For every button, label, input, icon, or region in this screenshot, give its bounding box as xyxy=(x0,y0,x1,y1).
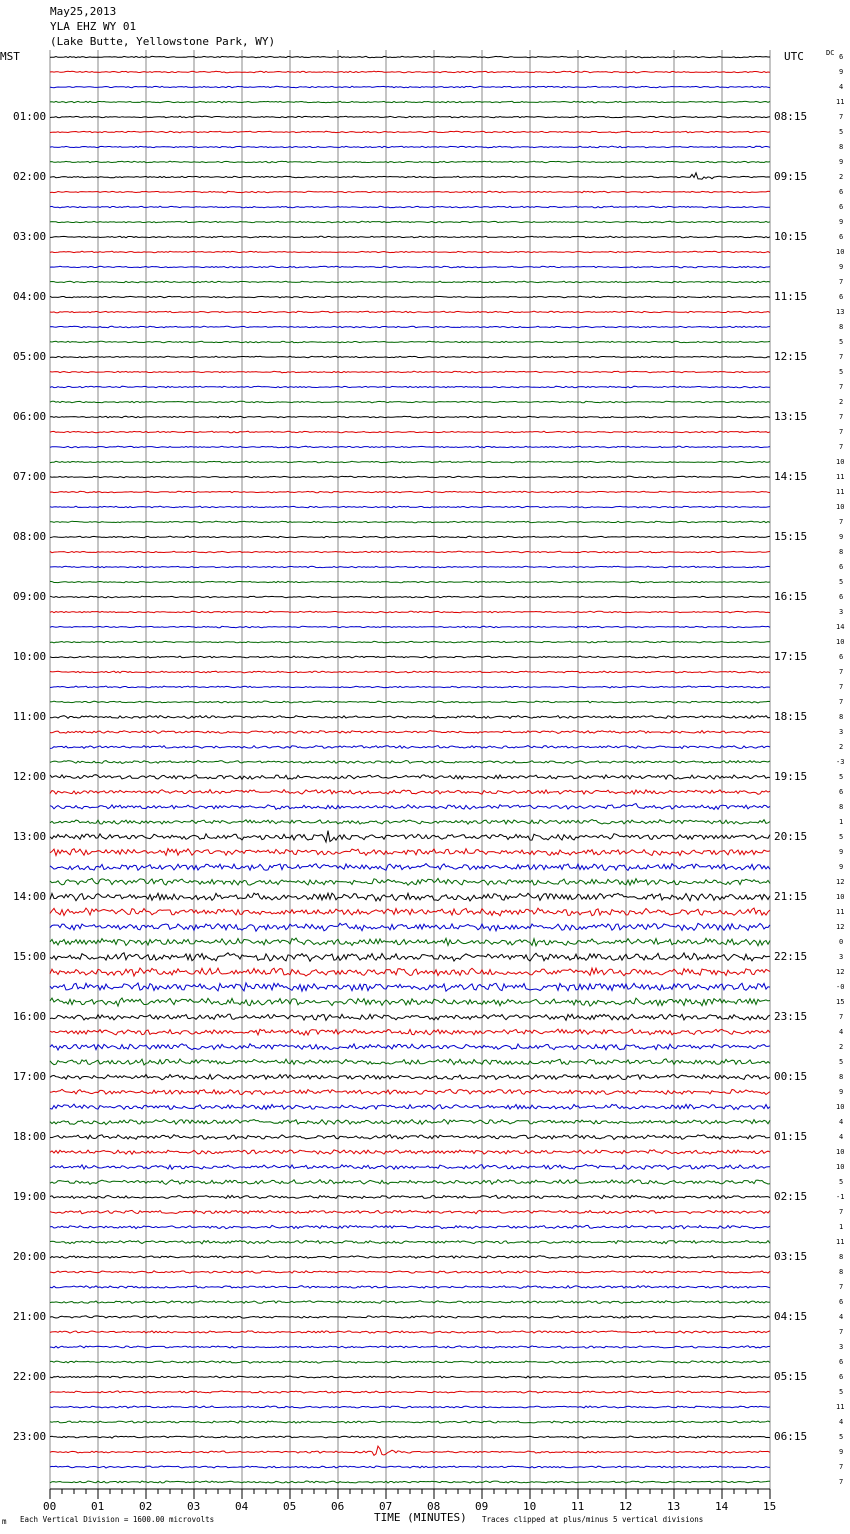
trace-21 xyxy=(50,371,770,373)
dc-value: 4 xyxy=(839,1313,844,1321)
trace-72 xyxy=(50,1135,770,1140)
trace-24 xyxy=(50,416,770,418)
dc-value: 9 xyxy=(839,158,844,166)
dc-value: 9 xyxy=(839,1448,844,1456)
x-tick-label: 03 xyxy=(187,1500,201,1513)
trace-82 xyxy=(50,1286,770,1289)
left-hour-label: 15:00 xyxy=(13,950,47,963)
dc-value: 5 xyxy=(839,1178,844,1186)
right-hour-label: 21:15 xyxy=(774,890,808,903)
trace-62 xyxy=(50,983,770,991)
trace-44 xyxy=(50,716,770,719)
dc-value: 7 xyxy=(839,1283,844,1291)
dc-value: 9 xyxy=(839,533,844,541)
trace-66 xyxy=(50,1044,770,1050)
dc-value: 2 xyxy=(839,743,844,751)
dc-value: 5 xyxy=(839,1388,844,1396)
dc-value: 10 xyxy=(836,1163,845,1171)
trace-37 xyxy=(50,611,770,613)
trace-47 xyxy=(50,761,770,764)
dc-value: 7 xyxy=(839,353,844,361)
trace-16 xyxy=(50,296,770,298)
footer-scale: Each Vertical Division = 1600.00 microvolts xyxy=(20,1515,215,1524)
left-hour-label: 08:00 xyxy=(13,530,47,543)
trace-15 xyxy=(50,281,770,283)
x-tick-label: 15 xyxy=(763,1500,777,1513)
dc-value: 6 xyxy=(839,233,844,241)
dc-value: 9 xyxy=(839,68,844,76)
dc-value: 5 xyxy=(839,338,844,346)
trace-36 xyxy=(50,596,770,598)
trace-53 xyxy=(50,849,770,856)
time-axis xyxy=(50,1489,770,1499)
dc-value: 10 xyxy=(836,248,845,256)
trace-23 xyxy=(50,401,770,403)
dc-value: 0 xyxy=(839,938,844,946)
dc-value: 10 xyxy=(836,503,845,511)
right-hour-label: 05:15 xyxy=(774,1370,808,1383)
dc-header-label: DC xyxy=(826,49,835,57)
dc-value: 4 xyxy=(839,1418,844,1426)
dc-value: 1 xyxy=(839,818,844,826)
trace-95 xyxy=(50,1481,770,1483)
dc-value: 7 xyxy=(839,698,844,706)
trace-60 xyxy=(50,953,770,961)
trace-39 xyxy=(50,641,770,643)
trace-76 xyxy=(50,1195,770,1199)
trace-85 xyxy=(50,1331,770,1333)
right-hour-label: 12:15 xyxy=(774,350,808,363)
trace-27 xyxy=(50,461,770,463)
left-hour-label: 03:00 xyxy=(13,230,47,243)
trace-5 xyxy=(50,131,770,133)
left-timezone-label: MST xyxy=(0,50,20,63)
x-tick-label: 11 xyxy=(571,1500,585,1513)
trace-32 xyxy=(50,536,770,538)
trace-13 xyxy=(50,251,770,253)
trace-4 xyxy=(50,116,770,118)
dc-value: 10 xyxy=(836,458,845,466)
trace-78 xyxy=(50,1225,770,1228)
trace-51 xyxy=(50,820,770,825)
trace-91 xyxy=(50,1421,770,1423)
right-timezone-label: UTC xyxy=(784,50,804,63)
dc-value: 8 xyxy=(839,713,844,721)
dc-value: 11 xyxy=(836,908,845,916)
dc-value: 13 xyxy=(836,308,845,316)
header-date: May25,2013 xyxy=(50,5,117,18)
left-hour-label: 14:00 xyxy=(13,890,47,903)
right-hour-label: 10:15 xyxy=(774,230,808,243)
trace-34 xyxy=(50,566,770,568)
x-tick-label: 13 xyxy=(667,1500,681,1513)
dc-value: 3 xyxy=(839,1343,844,1351)
trace-79 xyxy=(50,1241,770,1244)
dc-value: 5 xyxy=(839,1433,844,1441)
left-hour-label: 19:00 xyxy=(13,1190,47,1203)
trace-25 xyxy=(50,431,770,433)
trace-22 xyxy=(50,386,770,388)
trace-1 xyxy=(50,71,770,73)
right-hour-label: 16:15 xyxy=(774,590,808,603)
trace-83 xyxy=(50,1301,770,1304)
left-hour-label: 09:00 xyxy=(13,590,47,603)
dc-value: -1 xyxy=(836,1193,845,1201)
trace-71 xyxy=(50,1119,770,1124)
dc-value: 5 xyxy=(839,578,844,586)
left-hour-label: 01:00 xyxy=(13,110,47,123)
right-hour-label: 17:15 xyxy=(774,650,808,663)
trace-49 xyxy=(50,790,770,795)
dc-value: 7 xyxy=(839,1013,844,1021)
left-hour-label: 17:00 xyxy=(13,1070,47,1083)
right-hour-label: 19:15 xyxy=(774,770,808,783)
x-tick-label: 04 xyxy=(235,1500,249,1513)
dc-value: 10 xyxy=(836,1148,845,1156)
dc-value: 10 xyxy=(836,893,845,901)
trace-45 xyxy=(50,731,770,734)
trace-26 xyxy=(50,446,770,448)
left-hour-label: 02:00 xyxy=(13,170,47,183)
trace-94 xyxy=(50,1466,770,1468)
left-hour-label: 10:00 xyxy=(13,650,47,663)
trace-6 xyxy=(50,146,770,148)
x-axis-title: TIME (MINUTES) xyxy=(374,1511,467,1524)
left-hour-label: 22:00 xyxy=(13,1370,47,1383)
x-tick-label: 01 xyxy=(91,1500,105,1513)
dc-value: 7 xyxy=(839,1478,844,1486)
x-tick-label: 10 xyxy=(523,1500,537,1513)
trace-81 xyxy=(50,1271,770,1274)
x-tick-label: 05 xyxy=(283,1500,297,1513)
dc-value: 12 xyxy=(836,878,845,886)
dc-value: 3 xyxy=(839,953,844,961)
dc-value: 6 xyxy=(839,203,844,211)
left-hour-label: 06:00 xyxy=(13,410,47,423)
dc-value: 7 xyxy=(839,518,844,526)
left-hour-label: 16:00 xyxy=(13,1010,47,1023)
trace-0 xyxy=(50,56,770,58)
left-hour-label: 07:00 xyxy=(13,470,47,483)
dc-value: 11 xyxy=(836,488,845,496)
trace-7 xyxy=(50,161,770,163)
dc-value: 7 xyxy=(839,1328,844,1336)
trace-19 xyxy=(50,341,770,343)
trace-14 xyxy=(50,266,770,268)
trace-38 xyxy=(50,626,770,628)
dc-value: 6 xyxy=(839,53,844,61)
trace-31 xyxy=(50,521,770,523)
trace-61 xyxy=(50,968,770,976)
header-location: (Lake Butte, Yellowstone Park, WY) xyxy=(50,35,276,48)
left-hour-label: 23:00 xyxy=(13,1430,47,1443)
trace-93 xyxy=(50,1446,770,1455)
trace-54 xyxy=(50,864,770,871)
dc-value: 7 xyxy=(839,413,844,421)
trace-9 xyxy=(50,191,770,193)
trace-30 xyxy=(50,506,770,508)
trace-2 xyxy=(50,86,770,88)
trace-8 xyxy=(50,173,770,179)
dc-value: 11 xyxy=(836,473,845,481)
trace-68 xyxy=(50,1074,770,1079)
trace-43 xyxy=(50,701,770,703)
left-hour-label: 12:00 xyxy=(13,770,47,783)
trace-55 xyxy=(50,878,770,885)
dc-value: -0 xyxy=(836,983,845,991)
trace-75 xyxy=(50,1180,770,1185)
trace-90 xyxy=(50,1406,770,1408)
dc-value: 5 xyxy=(839,368,844,376)
right-hour-label: 01:15 xyxy=(774,1130,808,1143)
dc-value: 8 xyxy=(839,143,844,151)
dc-value: 4 xyxy=(839,1133,844,1141)
left-hour-label: 11:00 xyxy=(13,710,47,723)
dc-value: 3 xyxy=(839,608,844,616)
dc-value: 6 xyxy=(839,293,844,301)
trace-group xyxy=(50,56,770,1483)
dc-value: 9 xyxy=(839,863,844,871)
dc-value: 8 xyxy=(839,803,844,811)
trace-88 xyxy=(50,1376,770,1378)
dc-value: 6 xyxy=(839,653,844,661)
trace-89 xyxy=(50,1391,770,1393)
left-hour-label: 20:00 xyxy=(13,1250,47,1263)
dc-value: 7 xyxy=(839,428,844,436)
dc-value: 6 xyxy=(839,563,844,571)
trace-48 xyxy=(50,775,770,780)
x-tick-label: 09 xyxy=(475,1500,489,1513)
trace-46 xyxy=(50,746,770,749)
trace-77 xyxy=(50,1210,770,1214)
dc-value: 8 xyxy=(839,548,844,556)
trace-70 xyxy=(50,1104,770,1109)
dc-value: 5 xyxy=(839,773,844,781)
x-tick-label: 12 xyxy=(619,1500,633,1513)
dc-value: 6 xyxy=(839,593,844,601)
dc-value: 4 xyxy=(839,83,844,91)
trace-84 xyxy=(50,1316,770,1318)
dc-value: 7 xyxy=(839,113,844,121)
trace-29 xyxy=(50,491,770,492)
dc-value: 12 xyxy=(836,923,845,931)
dc-value: 11 xyxy=(836,98,845,106)
trace-40 xyxy=(50,656,770,658)
dc-value: 6 xyxy=(839,188,844,196)
dc-value: 2 xyxy=(839,1043,844,1051)
dc-value: 9 xyxy=(839,1088,844,1096)
trace-11 xyxy=(50,221,770,223)
dc-value: 1 xyxy=(839,1223,844,1231)
trace-50 xyxy=(50,804,770,810)
trace-64 xyxy=(50,1014,770,1020)
dc-value: 5 xyxy=(839,128,844,136)
left-hour-label: 21:00 xyxy=(13,1310,47,1323)
right-hour-label: 15:15 xyxy=(774,530,808,543)
dc-value: 11 xyxy=(836,1238,845,1246)
trace-80 xyxy=(50,1256,770,1259)
right-hour-label: 11:15 xyxy=(774,290,808,303)
dc-value: 6 xyxy=(839,1373,844,1381)
dc-value: 5 xyxy=(839,1058,844,1066)
dc-value: 4 xyxy=(839,1118,844,1126)
trace-41 xyxy=(50,671,770,673)
trace-69 xyxy=(50,1089,770,1094)
trace-63 xyxy=(50,998,770,1006)
dc-value: 6 xyxy=(839,788,844,796)
trace-33 xyxy=(50,551,770,553)
trace-92 xyxy=(50,1436,770,1438)
right-hour-label: 09:15 xyxy=(774,170,808,183)
trace-12 xyxy=(50,236,770,238)
right-hour-label: 20:15 xyxy=(774,830,808,843)
trace-28 xyxy=(50,476,770,478)
trace-59 xyxy=(50,938,770,946)
x-tick-label: 00 xyxy=(43,1500,57,1513)
trace-17 xyxy=(50,311,770,313)
dc-value: 6 xyxy=(839,1358,844,1366)
right-hour-label: 13:15 xyxy=(774,410,808,423)
x-tick-label: 07 xyxy=(379,1500,393,1513)
dc-value: 9 xyxy=(839,848,844,856)
dc-value: 10 xyxy=(836,1103,845,1111)
right-hour-label: 08:15 xyxy=(774,110,808,123)
dc-value: 7 xyxy=(839,1463,844,1471)
trace-73 xyxy=(50,1150,770,1155)
right-hour-label: 06:15 xyxy=(774,1430,808,1443)
trace-52 xyxy=(50,831,770,842)
right-hour-label: 18:15 xyxy=(774,710,808,723)
right-hour-label: 22:15 xyxy=(774,950,808,963)
dc-value: 11 xyxy=(836,1403,845,1411)
dc-value: -3 xyxy=(836,758,845,766)
right-hour-label: 02:15 xyxy=(774,1190,808,1203)
x-tick-label: 08 xyxy=(427,1500,441,1513)
dc-value: 4 xyxy=(839,1028,844,1036)
footer-clip: Traces clipped at plus/minus 5 vertical divisions xyxy=(482,1515,704,1524)
dc-value: 3 xyxy=(839,728,844,736)
left-hour-label: 13:00 xyxy=(13,830,47,843)
trace-65 xyxy=(50,1029,770,1035)
left-hour-label: 05:00 xyxy=(13,350,47,363)
trace-20 xyxy=(50,356,770,358)
right-hour-label: 04:15 xyxy=(774,1310,808,1323)
dc-value: 2 xyxy=(839,173,844,181)
x-tick-label: 06 xyxy=(331,1500,345,1513)
dc-value: 8 xyxy=(839,323,844,331)
dc-value: 7 xyxy=(839,383,844,391)
x-tick-label: 02 xyxy=(139,1500,153,1513)
dc-value: 8 xyxy=(839,1268,844,1276)
right-hour-label: 14:15 xyxy=(774,470,808,483)
dc-value: 9 xyxy=(839,263,844,271)
trace-67 xyxy=(50,1059,770,1065)
dc-value: 6 xyxy=(839,1298,844,1306)
footer-mark: m xyxy=(2,1517,7,1526)
trace-58 xyxy=(50,923,770,931)
left-hour-label: 04:00 xyxy=(13,290,47,303)
dc-value: 9 xyxy=(839,218,844,226)
trace-10 xyxy=(50,206,770,208)
trace-57 xyxy=(50,908,770,916)
dc-value: 2 xyxy=(839,398,844,406)
dc-value: 8 xyxy=(839,1073,844,1081)
dc-value: 7 xyxy=(839,1208,844,1216)
right-hour-label: 23:15 xyxy=(774,1010,808,1023)
left-hour-label: 18:00 xyxy=(13,1130,47,1143)
dc-value: 10 xyxy=(836,638,845,646)
dc-value: 7 xyxy=(839,668,844,676)
trace-3 xyxy=(50,101,770,103)
trace-42 xyxy=(50,686,770,688)
dc-value: 7 xyxy=(839,443,844,451)
dc-value: 7 xyxy=(839,278,844,286)
trace-35 xyxy=(50,581,770,583)
trace-56 xyxy=(50,893,770,901)
x-tick-label: 14 xyxy=(715,1500,729,1513)
right-hour-label: 00:15 xyxy=(774,1070,808,1083)
trace-87 xyxy=(50,1361,770,1363)
header-station: YLA EHZ WY 01 xyxy=(50,20,137,33)
trace-74 xyxy=(50,1165,770,1170)
trace-86 xyxy=(50,1346,770,1348)
trace-18 xyxy=(50,326,770,328)
right-hour-label: 03:15 xyxy=(774,1250,808,1263)
dc-value: 7 xyxy=(839,683,844,691)
dc-value: 5 xyxy=(839,833,844,841)
dc-value: 14 xyxy=(836,623,845,631)
dc-value: 12 xyxy=(836,968,845,976)
dc-value: 15 xyxy=(836,998,845,1006)
dc-value: 8 xyxy=(839,1253,844,1261)
